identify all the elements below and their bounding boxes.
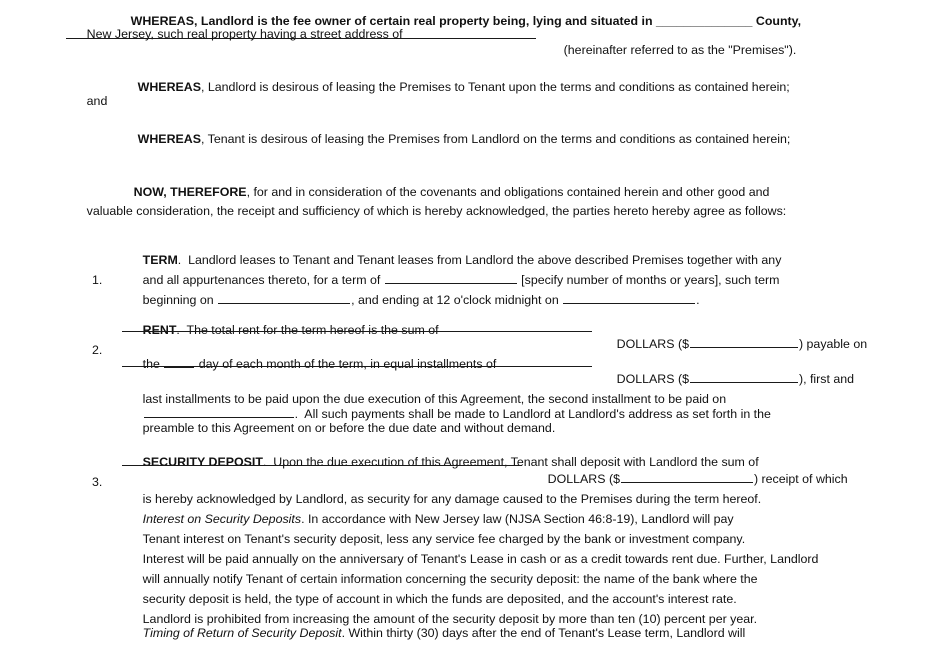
- clause-1-line2-suffix: [specify number of months or years], such term: [517, 273, 780, 287]
- clause-2-line3-suffix: day of each month of the term, in equal installments of: [195, 357, 497, 371]
- now-therefore-text-line2: valuable consideration, the receipt and sufficiency of which is hereby acknowledged, the parties hereto hereby agree as follows:: [86, 204, 787, 218]
- clause-2-line3-prefix: the: [142, 357, 164, 371]
- recital-whereas-tenant: [117, 109, 929, 169]
- clause-2-line1-text: . The total rent for the term hereof is the sum of: [176, 323, 439, 337]
- clause-number-3: [92, 432, 116, 512]
- whereas-tenant-text: , Tenant is desirous of leasing the Premises from Landlord on the terms and conditions as contained herein;: [201, 132, 791, 146]
- clause-number-1: [92, 230, 116, 310]
- interest-line4-text: will annually notify Tenant of certain information concerning the security deposit: the name of the bank where the: [142, 572, 758, 586]
- deposit-receipt-text: ) receipt of which: [753, 472, 848, 486]
- interest-line1-text: . In accordance with New Jersey law (NJSA Section 46:8-19), Landlord will pay: [301, 512, 734, 526]
- whereas-tenant-keyword: WHEREAS: [137, 132, 201, 146]
- interest-line6-text: Landlord is prohibited from increasing the amount of the security deposit by more than ten (10) percent per year.: [142, 612, 758, 626]
- whereas-landlord-text: , Landlord is desirous of leasing the Premises to Tenant upon the terms and conditions as contained herein;: [201, 80, 790, 94]
- clause-1-heading: TERM: [142, 253, 178, 267]
- whereas-fee-owner-text: WHEREAS, Landlord is the fee owner of certain real property being, lying and situated in ______________ County,: [130, 14, 802, 28]
- clause-1-number: 1.: [92, 273, 103, 287]
- clause-3-line1-text: . Upon the due execution of this Agreement, Tenant shall deposit with Landlord the sum of: [262, 455, 759, 469]
- clause-2-number: 2.: [92, 343, 103, 357]
- deposit-words-blank[interactable]: [122, 465, 522, 466]
- interest-line3-text: Interest will be paid annually on the anniversary of Tenant's Lease in cash or as a credit towards rent due. Further, Landlord: [142, 552, 819, 566]
- clause-2-heading: RENT: [142, 323, 177, 337]
- now-therefore-keyword: NOW, THEREFORE: [133, 185, 247, 199]
- clause-1-line3-suffix: .: [696, 293, 700, 307]
- clause-2-line7-text: preamble to this Agreement on or before the due date and without demand.: [142, 421, 556, 435]
- clause-2-line6-text: . All such payments shall be made to Landlord at Landlord's address as set forth in the: [294, 407, 771, 421]
- timing-of-return-line1: [122, 603, 928, 663]
- whereas-landlord-and-text: and: [86, 94, 108, 108]
- clause-2-line5-text: last installments to be paid upon the due execution of this Agreement, the second installment to be paid on: [142, 392, 727, 406]
- interest-line2-text: Tenant interest on Tenant's security deposit, less any service fee charged by the bank or investment company.: [142, 532, 746, 546]
- street-address-blank[interactable]: [66, 38, 536, 39]
- rent-total-dollars-label: DOLLARS ($: [616, 337, 689, 351]
- installment-words-blank[interactable]: [122, 366, 592, 367]
- deposit-dollars-label: DOLLARS ($: [547, 472, 620, 486]
- rent-total-words-blank[interactable]: [122, 331, 592, 332]
- clause-3-number: 3.: [92, 475, 103, 489]
- recital-newjersey-text: New Jersey, such real property having a street address of: [86, 27, 403, 41]
- clause-3-line3-text: is hereby acknowledged by Landlord, as security for any damage caused to the Premises during the term hereof.: [142, 492, 762, 506]
- premises-tail-text: (hereinafter referred to as the "Premises").: [563, 43, 797, 57]
- interest-line5-text: security deposit is held, the type of account in which the funds are deposited, and the account's interest rate.: [142, 592, 737, 606]
- clause-1-line2-prefix: and all appurtenances thereto, for a term of: [142, 273, 384, 287]
- interest-subheading: Interest on Security Deposits: [142, 512, 302, 526]
- installment-dollars-label: DOLLARS ($: [616, 372, 689, 386]
- timing-line1-text: . Within thirty (30) days after the end of Tenant's Lease term, Landlord will: [341, 626, 746, 640]
- clause-1-line1-text: . Landlord leases to Tenant and Tenant leases from Landlord the above described Premises together with any: [177, 253, 782, 267]
- clause-1-line3-prefix: beginning on: [142, 293, 218, 307]
- timing-subheading: Timing of Return of Security Deposit: [142, 626, 342, 640]
- clause-number-2: [92, 300, 116, 380]
- recital-whereas-landlord: [117, 57, 929, 117]
- rent-total-payable-text: ) payable on: [798, 337, 868, 351]
- installment-first-and-text: ), first and: [798, 372, 855, 386]
- now-therefore-text-line1: , for and in consideration of the covenants and obligations contained herein and other good and: [246, 185, 770, 199]
- whereas-landlord-keyword: WHEREAS: [137, 80, 201, 94]
- clause-3-heading: SECURITY DEPOSIT: [142, 455, 263, 469]
- clause-1-line3-mid: , and ending at 12 o'clock midnight on: [351, 293, 563, 307]
